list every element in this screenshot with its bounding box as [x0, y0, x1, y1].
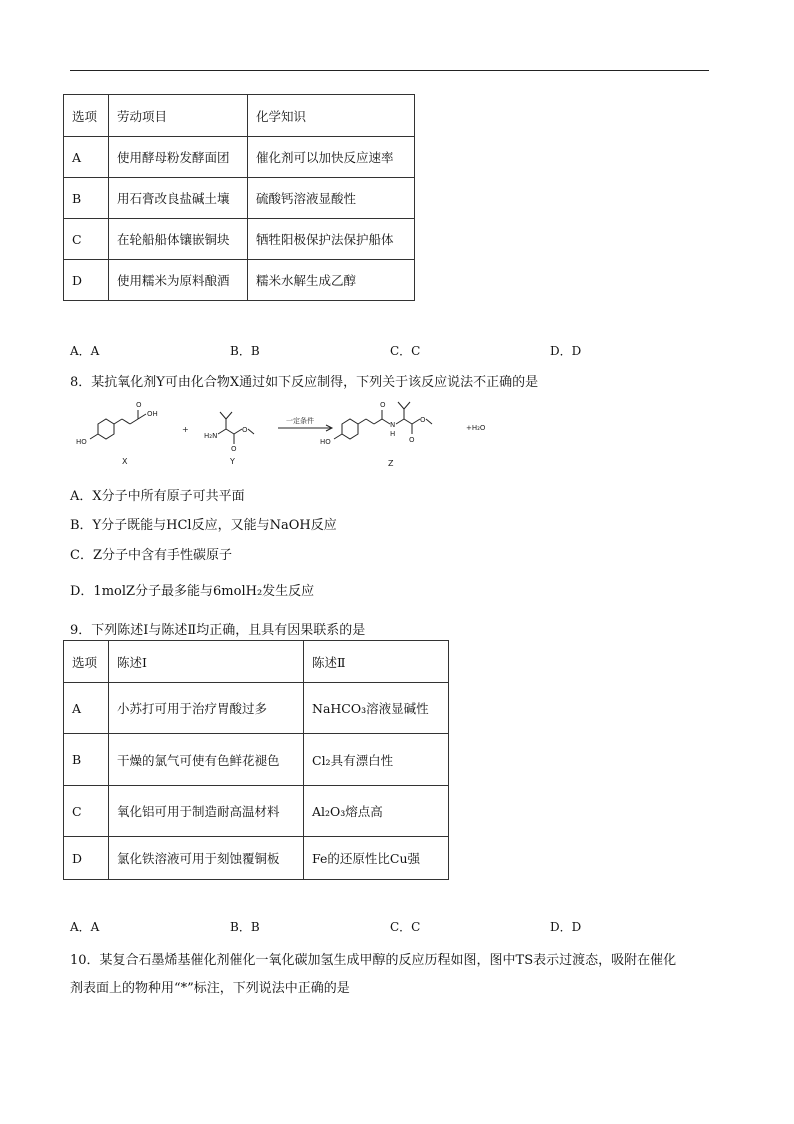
label-h-z: H — [390, 430, 396, 438]
label-o-z3: O — [420, 416, 426, 424]
benzene-ring-x — [98, 419, 114, 439]
option-c: C．C — [390, 344, 421, 358]
table-header-cell: 劳动项目 — [109, 95, 248, 137]
table-header-cell: 化学知识 — [248, 95, 415, 137]
option-a: A．A — [70, 344, 100, 358]
table-cell: B — [64, 734, 109, 786]
table-row — [64, 260, 415, 301]
table-row — [64, 178, 415, 219]
table-cell: Cl₂具有漂白性 — [304, 734, 449, 786]
table-cell: D — [64, 260, 109, 301]
label-plus: + — [182, 425, 189, 434]
option-b: B．B — [230, 920, 260, 934]
label-o-y1: O — [231, 445, 237, 453]
choice-8c: C．Z分子中含有手性碳原子 — [70, 548, 232, 563]
table-cell: B — [64, 178, 109, 219]
table-cell: Fe的还原性比Cu强 — [304, 837, 449, 880]
question-10-line2: 剂表面上的物种用“*”标注，下列说法中正确的是 — [70, 981, 350, 996]
label-x: X — [122, 457, 128, 466]
table-row — [64, 219, 415, 260]
table-header-cell: 选项 — [64, 641, 109, 683]
question-9-stem: 9．下列陈述Ⅰ与陈述Ⅱ均正确，且具有因果联系的是 — [70, 623, 366, 638]
label-h2n: H₂N — [204, 432, 218, 440]
label-oh-x: OH — [147, 410, 158, 418]
choice-8a: A．X分子中所有原子可共平面 — [70, 489, 245, 504]
label-ho-z: HO — [320, 438, 331, 446]
table-cell: 用石膏改良盐碱土壤 — [109, 178, 248, 219]
table-header-cell: 陈述Ⅰ — [109, 641, 304, 683]
table-cell: 硫酸钙溶液显酸性 — [248, 178, 415, 219]
table-labor-chemistry — [63, 94, 415, 301]
option-c: C．C — [390, 920, 421, 934]
table-header-row — [64, 95, 415, 137]
answer-options-q9 — [70, 918, 710, 936]
table-cell: A — [64, 137, 109, 178]
option-d: D．D — [550, 344, 582, 358]
table-cell: 在轮船船体镶嵌铜块 — [109, 219, 248, 260]
option-a: A．A — [70, 920, 100, 934]
table-cell: 干燥的氯气可使有色鲜花褪色 — [109, 734, 304, 786]
label-n-z: N — [390, 421, 396, 429]
table-cell: 糯米水解生成乙醇 — [248, 260, 415, 301]
label-ho-x: HO — [76, 438, 87, 446]
table-row — [64, 683, 449, 734]
benzene-ring-z — [342, 419, 358, 439]
table-cell: 氯化铁溶液可用于刻蚀覆铜板 — [109, 837, 304, 880]
table-cell: C — [64, 786, 109, 837]
choice-8b: B．Y分子既能与HCl反应，又能与NaOH反应 — [70, 518, 337, 533]
option-b: B．B — [230, 344, 260, 358]
label-y: Y — [230, 457, 235, 466]
choice-8d: D．1molZ分子最多能与6molH₂发生反应 — [70, 584, 315, 599]
arrow-condition: 一定条件 — [286, 417, 314, 425]
table-cell: 氧化铝可用于制造耐高温材料 — [109, 786, 304, 837]
answer-options-q7 — [70, 342, 710, 360]
table-cell: Al₂O₃熔点高 — [304, 786, 449, 837]
table-cell: 小苏打可用于治疗胃酸过多 — [109, 683, 304, 734]
table-statements — [63, 640, 449, 880]
label-o-z2: O — [409, 436, 415, 444]
table-header-row — [64, 641, 449, 683]
table-row — [64, 137, 415, 178]
header-rule — [70, 70, 709, 71]
label-o-y2: O — [242, 426, 248, 434]
table-cell: 使用糯米为原料酿酒 — [109, 260, 248, 301]
question-8-stem: 8．某抗氧化剂Y可由化合物X通过如下反应制得，下列关于该反应说法不正确的是 — [70, 375, 539, 390]
table-row — [64, 786, 449, 837]
table-cell: 使用酵母粉发酵面团 — [109, 137, 248, 178]
label-o-z1: O — [380, 401, 386, 409]
table-row — [64, 837, 449, 880]
table-cell: NaHCO₃溶液显碱性 — [304, 683, 449, 734]
table-cell: C — [64, 219, 109, 260]
label-o-x: O — [136, 401, 142, 409]
question-10-line1: 10．某复合石墨烯基催化剂催化一氧化碳加氢生成甲醇的反应历程如图，图中TS表示过渡态，吸附在催化 — [70, 953, 677, 968]
table-cell: A — [64, 683, 109, 734]
table-cell: D — [64, 837, 109, 880]
reaction-scheme — [70, 392, 510, 472]
table-cell: 催化剂可以加快反应速率 — [248, 137, 415, 178]
table-header-cell: 选项 — [64, 95, 109, 137]
table-cell: 牺牲阳极保护法保护船体 — [248, 219, 415, 260]
label-water: +H₂O — [466, 424, 486, 432]
table-row — [64, 734, 449, 786]
table-header-cell: 陈述Ⅱ — [304, 641, 449, 683]
label-z: Z — [388, 459, 394, 468]
option-d: D．D — [550, 920, 582, 934]
